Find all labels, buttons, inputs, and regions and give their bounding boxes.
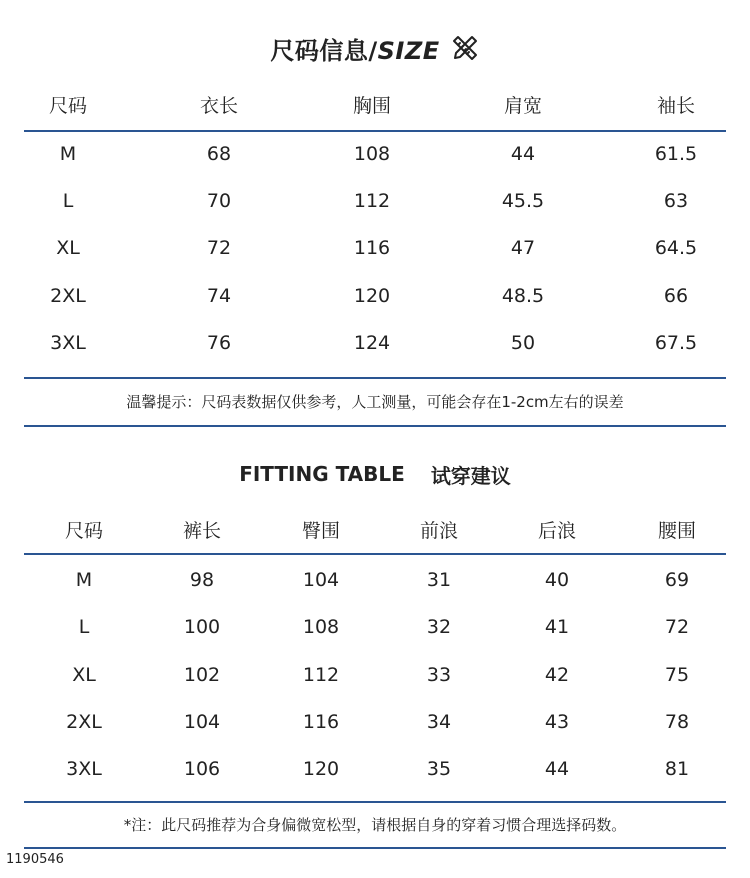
table-cell: 31 [426, 569, 452, 591]
note2-bottom-rule [24, 847, 726, 849]
table-cell: 75 [664, 664, 690, 686]
table2-header-cell: 尺码 [64, 520, 104, 542]
fit-recommendation-note: *注：此尺码推荐为合身偏微宽松型，请根据自身的穿着习惯合理选择码数。 [123, 816, 627, 834]
table-cell: 35 [426, 758, 452, 780]
table-cell: 76 [206, 332, 232, 354]
table-row [0, 560, 750, 600]
table-cell: 112 [302, 664, 340, 686]
table1-header-cell: 肩宽 [503, 95, 543, 117]
product-id: 1190546 [6, 852, 64, 867]
table-cell: 72 [206, 237, 232, 259]
table-cell: 81 [664, 758, 690, 780]
table2-header-cell: 臀围 [301, 520, 341, 542]
table-cell: XL [72, 664, 96, 686]
table-cell: M [59, 143, 77, 165]
measurement-disclaimer: 温馨提示：尺码表数据仅供参考，人工测量，可能会存在1-2cm左右的误差 [126, 393, 624, 411]
table-cell: 63 [663, 190, 689, 212]
table-cell: 120 [353, 285, 391, 307]
table-cell: 116 [302, 711, 340, 733]
table-cell: 67.5 [654, 332, 698, 354]
table2-header-cell: 腰围 [657, 520, 697, 542]
table2-header-row [0, 511, 750, 551]
table-cell: 3XL [50, 332, 86, 354]
table-cell: 42 [544, 664, 570, 686]
table-row [0, 323, 750, 363]
table-cell: 44 [510, 143, 536, 165]
ruler-pencil-icon [450, 33, 480, 63]
fitting-title-cn: 试穿建议 [430, 463, 511, 488]
table1-header-cell: 衣长 [199, 95, 239, 117]
table-cell: 34 [426, 711, 452, 733]
table2-header-cell: 裤长 [182, 520, 222, 542]
table-cell: 40 [544, 569, 570, 591]
table2-header-rule [24, 553, 726, 555]
table-cell: 124 [353, 332, 391, 354]
table-cell: 3XL [66, 758, 102, 780]
table-cell: 32 [426, 616, 452, 638]
table1-header-cell: 尺码 [48, 95, 88, 117]
table-row [0, 134, 750, 174]
table-cell: L [62, 190, 74, 212]
table-cell: M [75, 569, 93, 591]
table1-header-row [0, 86, 750, 126]
table-row [0, 181, 750, 221]
table-row [0, 276, 750, 316]
table-cell: XL [56, 237, 80, 259]
table-cell: 102 [183, 664, 221, 686]
table-cell: 44 [544, 758, 570, 780]
table-cell: 120 [302, 758, 340, 780]
table-cell: 43 [544, 711, 570, 733]
table-cell: 98 [189, 569, 215, 591]
table-cell: 104 [302, 569, 340, 591]
table-row [0, 228, 750, 268]
fitting-title-en: FITTING TABLE [239, 462, 405, 486]
table1-bottom-rule [24, 377, 726, 379]
table-cell: 41 [544, 616, 570, 638]
table2-header-cell: 后浪 [537, 520, 577, 542]
table-cell: 69 [664, 569, 690, 591]
table-cell: 66 [663, 285, 689, 307]
size-title-text: 尺码信息/SIZE [270, 36, 440, 65]
table-cell: 2XL [66, 711, 102, 733]
table-cell: 70 [206, 190, 232, 212]
table-cell: 108 [302, 616, 340, 638]
table-cell: L [78, 616, 90, 638]
table-cell: 64.5 [654, 237, 698, 259]
size-title [0, 28, 750, 68]
table2-bottom-rule [24, 801, 726, 803]
table-cell: 50 [510, 332, 536, 354]
table-cell: 33 [426, 664, 452, 686]
table-cell: 47 [510, 237, 536, 259]
table1-header-cell: 袖长 [656, 95, 696, 117]
table-row [0, 749, 750, 789]
table2-header-cell: 前浪 [419, 520, 459, 542]
table-cell: 68 [206, 143, 232, 165]
table-cell: 106 [183, 758, 221, 780]
note1-bottom-rule [24, 425, 726, 427]
table-cell: 112 [353, 190, 391, 212]
table-cell: 2XL [50, 285, 86, 307]
table-cell: 72 [664, 616, 690, 638]
table-row [0, 702, 750, 742]
table1-header-rule [24, 130, 726, 132]
table-cell: 48.5 [501, 285, 545, 307]
fitting-table-title [0, 458, 750, 490]
table-row [0, 607, 750, 647]
table1-header-cell: 胸围 [352, 95, 392, 117]
table-cell: 61.5 [654, 143, 698, 165]
table-cell: 116 [353, 237, 391, 259]
table-cell: 100 [183, 616, 221, 638]
table-cell: 45.5 [501, 190, 545, 212]
table-cell: 78 [664, 711, 690, 733]
table-cell: 74 [206, 285, 232, 307]
table-row [0, 655, 750, 695]
table-cell: 104 [183, 711, 221, 733]
table-cell: 108 [353, 143, 391, 165]
